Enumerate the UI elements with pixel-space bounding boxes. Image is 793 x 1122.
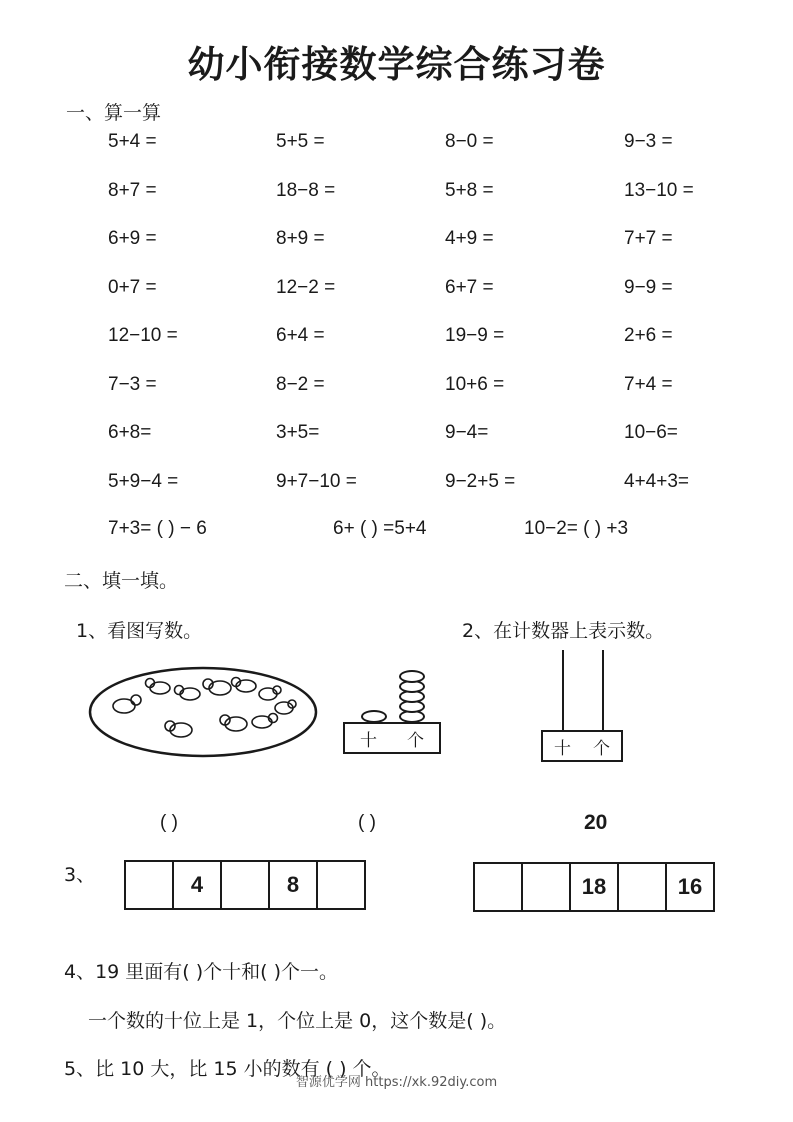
question-3-label: 3、 <box>64 864 96 886</box>
tens-rod <box>562 650 564 730</box>
sequence-cell: 16 <box>677 874 703 899</box>
sequence-cell <box>475 864 523 910</box>
equation: 0+7 = <box>108 276 157 298</box>
equation: 9−2+5 = <box>445 470 516 492</box>
number-sequence-left <box>124 860 366 910</box>
equation: 5+9−4 = <box>108 470 179 492</box>
animals-picture <box>86 664 320 760</box>
fill-equation-2: 6+ ( ) =5+4 <box>333 518 427 539</box>
counter-left <box>343 650 441 756</box>
section2-heading: 二、填一填。 <box>64 570 179 592</box>
equation: 9−3 = <box>624 131 673 152</box>
counter-right <box>541 650 625 762</box>
sequence-cell: 8 <box>270 862 318 908</box>
counter-right-base <box>541 730 623 762</box>
section1-heading: 一、算一算 <box>66 102 162 124</box>
sequence-cell: 4 <box>174 862 222 908</box>
equation: 19−9 = <box>445 325 505 346</box>
counter-left-base <box>343 722 441 754</box>
fill-equation-3: 10−2= ( ) +3 <box>524 518 629 539</box>
equation: 10−6= <box>624 422 678 443</box>
ones-label: 个 <box>407 730 424 751</box>
question-5: 5、比 10 大，比 15 小的数有 ( ) 个。 <box>64 1058 391 1080</box>
equation: 4+4+3= <box>624 470 689 492</box>
fill-equation-1: 7+3= ( ) − 6 <box>108 518 207 539</box>
equation: 8+7 = <box>108 179 157 201</box>
page-title: 幼小衔接数学综合练习卷 <box>187 43 606 86</box>
question-2: 2、在计数器上表示数。 <box>462 620 665 642</box>
equation: 4+9 = <box>445 228 494 249</box>
equation: 5+4 = <box>108 131 157 152</box>
target-number: 20 <box>584 811 608 834</box>
equation: 9−9 = <box>624 276 673 298</box>
sequence-cell <box>126 862 174 908</box>
equation: 8+9 = <box>276 228 325 249</box>
ones-rod <box>602 650 604 730</box>
answer-blank-counter: ( ) <box>358 812 376 833</box>
footer-watermark: 智源优学网 https://xk.92diy.com <box>295 1075 498 1090</box>
tens-label: 十 <box>360 730 377 751</box>
equation: 18−8 = <box>276 179 336 201</box>
equation: 9−4= <box>445 422 489 443</box>
equation: 12−10 = <box>108 325 178 346</box>
ones-label: 个 <box>593 738 610 759</box>
equation: 9+7−10 = <box>276 470 357 492</box>
one-bead <box>399 670 425 683</box>
sequence-cell <box>619 864 667 910</box>
equation: 10+6 = <box>445 373 505 395</box>
equation: 8−0 = <box>445 131 494 152</box>
equation: 13−10 = <box>624 179 694 201</box>
sequence-cell <box>318 862 364 908</box>
equation: 6+8= <box>108 422 152 443</box>
equation: 7−3 = <box>108 373 157 395</box>
equation: 6+4 = <box>276 325 325 346</box>
question-4: 4、19 里面有( )个十和( )个一。 <box>64 961 339 983</box>
equation: 5+5 = <box>276 131 325 152</box>
equation: 5+8 = <box>445 179 494 201</box>
answer-blank-animals: ( ) <box>160 812 178 833</box>
number-sequence-right <box>473 862 715 912</box>
question-4b: 一个数的十位上是 1，个位上是 0，这个数是( )。 <box>88 1010 507 1032</box>
equation: 2+6 = <box>624 325 673 346</box>
equation: 8−2 = <box>276 373 325 395</box>
equation: 12−2 = <box>276 276 336 298</box>
sequence-cell <box>222 862 270 908</box>
equation: 7+4 = <box>624 373 673 395</box>
tens-label: 十 <box>554 738 571 759</box>
question-1: 1、看图写数。 <box>76 620 203 642</box>
equation: 7+7 = <box>624 228 673 249</box>
sequence-cell <box>523 864 571 910</box>
equation: 6+9 = <box>108 228 157 249</box>
equation: 3+5= <box>276 422 320 443</box>
equation: 6+7 = <box>445 276 494 298</box>
sequence-cell: 18 <box>571 864 619 910</box>
